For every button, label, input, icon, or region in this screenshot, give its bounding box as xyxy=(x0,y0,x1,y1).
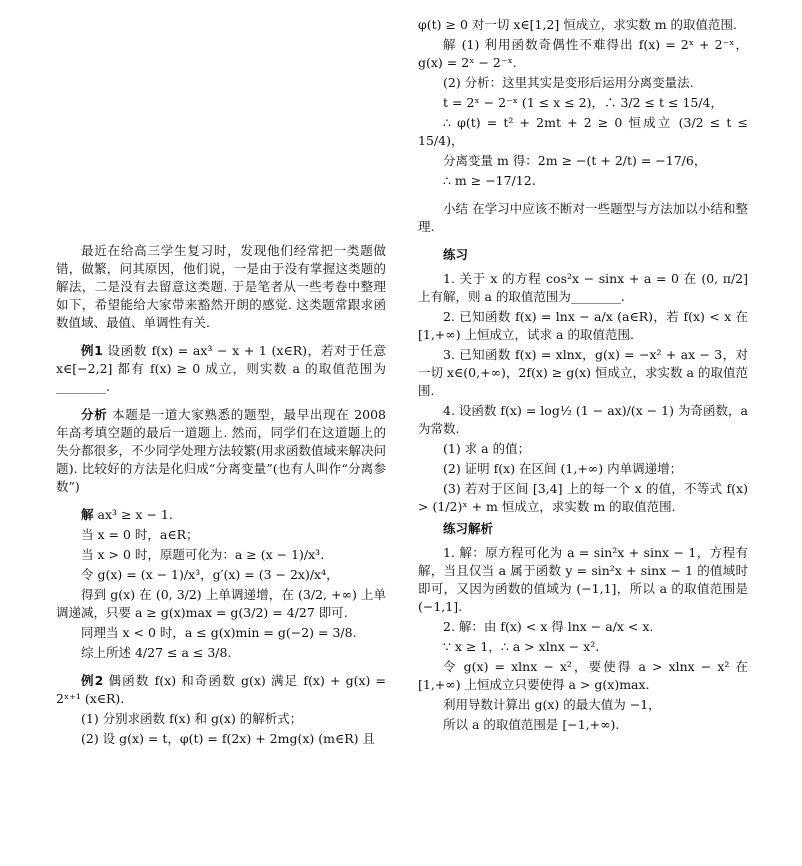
analysis-label: 分析 xyxy=(81,407,108,422)
example-2-part-1: (1) 分别求函数 f(x) 和 g(x) 的解析式； xyxy=(81,711,303,726)
example-2 xyxy=(56,672,386,708)
solution-label: 解 xyxy=(81,507,94,522)
example-2-continued: φ(t) ≥ 0 对一切 x∈[1,2] 恒成立，求实数 m 的取值范围. xyxy=(418,17,738,32)
practice-heading: 练习 xyxy=(443,247,469,262)
left-column xyxy=(56,242,386,750)
solution-step: 令 g(x) = (x − 1)/x³，g′(x) = (3 − 2x)/x⁴， xyxy=(81,567,339,582)
solution-conclusion: 综上所述 4/27 ≤ a ≤ 3/8. xyxy=(81,645,232,660)
practice-item: 1. 关于 x 的方程 cos²x − sinx + a = 0 在 (0, π/2] 上有解，则 a 的取值范围为________. xyxy=(418,271,748,304)
answer-step: t = 2ˣ − 2⁻ˣ (1 ≤ x ≤ 2)，∴ 3/2 ≤ t ≤ 15/4， xyxy=(443,95,724,110)
example-2-part-2: (2) 设 g(x) = t，φ(t) = f(2x) + 2mg(x) (m∈R) 且 xyxy=(81,731,375,746)
solution-line xyxy=(56,506,386,524)
answer-item: ∵ x ≥ 1，∴ a > xlnx − x². xyxy=(443,639,600,654)
analysis-text: 本题是一道大家熟悉的题型，最早出现在 2008 年高考填空题的最后一道题上. 然而，同学们在这道题上的失分都很多，不少同学处理方法较繁(用求函数值域来解决问题). 比较好的方法是化归成“分离变量”(也有人叫作“分离参数”) xyxy=(56,407,386,494)
solution-step: 得到 g(x) 在 (0, 3/2) 上单调递增，在 (3/2, +∞) 上单调递减，只要 a ≥ g(x)max = g(3/2) = 4/27 即可. xyxy=(56,587,386,620)
answer-item: 所以 a 的取值范围是 [−1,+∞). xyxy=(443,717,620,732)
answer-step: 分离变量 m 得：2m ≥ −(t + 2/t) = −17/6， xyxy=(443,153,707,168)
answer-item: 令 g(x) = xlnx − x²，要使得 a > xlnx − x² 在 [1,+∞) 上恒成立只要使得 a > g(x)max. xyxy=(418,659,748,692)
right-column xyxy=(418,16,748,736)
answer-item: 1. 解：原方程可化为 a = sin²x + sinx − 1，方程有解，当且仅当 a 属于函数 y = sin²x + sinx − 1 的值域时即可，又因为函数的值域为 (−1,1]，所以 a 的取值范围是 (−1,1]. xyxy=(418,545,748,614)
solution-text: ax³ ≥ x − 1. xyxy=(97,507,173,522)
practice-item: 2. 已知函数 f(x) = lnx − a/x (a∈R)，若 f(x) < x 在 [1,+∞) 上恒成立，试求 a 的取值范围. xyxy=(418,309,748,342)
answer-step: ∴ m ≥ −17/12. xyxy=(443,173,536,188)
example-1 xyxy=(56,342,386,396)
analysis xyxy=(56,406,386,496)
solution-step: 同理当 x < 0 时，a ≤ g(x)min = g(−2) = 3/8. xyxy=(81,625,357,640)
answers-heading: 练习解析 xyxy=(443,521,494,536)
answer-item: 利用导数计算出 g(x) 的最大值为 −1， xyxy=(443,697,661,712)
practice-item: 3. 已知函数 f(x) = xlnx，g(x) = −x² + ax − 3，对一切 x∈(0,+∞)，2f(x) ≥ g(x) 恒成立，求实数 a 的取值范围. xyxy=(418,347,748,398)
summary: 小结 在学习中应该不断对一些题型与方法加以小结和整理. xyxy=(418,201,748,234)
practice-subitem: (2) 证明 f(x) 在区间 (1,+∞) 内单调递增； xyxy=(443,461,683,476)
answer-part-1: 解 (1) 利用函数奇偶性不难得出 f(x) = 2ˣ + 2⁻ˣ，g(x) = 2ˣ − 2⁻ˣ. xyxy=(418,37,748,70)
intro-paragraph: 最近在给高三学生复习时，发现他们经常把一类题做错，做繁，问其原因，他们说，一是由于没有掌握这类题的解法，二是没有去留意这类题. 于是笔者从一些考卷中整理如下，希望能给大家带来豁然开朗的感觉. 这类题常跟求函数值域、最值、单调性有关. xyxy=(56,243,386,330)
example-2-label: 例2 xyxy=(81,673,104,688)
example-2-text: 偶函数 f(x) 和奇函数 g(x) 满足 f(x) + g(x) = 2ˣ⁺¹ (x∈R). xyxy=(56,673,387,706)
answer-part-2: (2) 分析：这里其实是变形后运用分离变量法. xyxy=(443,75,694,90)
answer-step: ∴ φ(t) = t² + 2mt + 2 ≥ 0 恒成立 (3/2 ≤ t ≤ 15/4)， xyxy=(418,115,748,148)
example-1-text: 设函数 f(x) = ax³ − x + 1 (x∈R)，若对于任意 x∈[−2,2] 都有 f(x) ≥ 0 成立，则实数 a 的取值范围为________. xyxy=(56,343,387,394)
answer-item: 2. 解：由 f(x) < x 得 lnx − a/x < x. xyxy=(443,619,654,634)
practice-item: 4. 设函数 f(x) = log½ (1 − ax)/(x − 1) 为奇函数，a 为常数. xyxy=(418,403,748,436)
solution-step: 当 x > 0 时，原题可化为：a ≥ (x − 1)/x³. xyxy=(81,547,325,562)
practice-subitem: (3) 若对于区间 [3,4] 上的每一个 x 的值，不等式 f(x) > (1/2)ˣ + m 恒成立，求实数 m 的取值范围. xyxy=(418,481,748,514)
example-1-label: 例1 xyxy=(81,343,103,358)
solution-step: 当 x = 0 时，a∈R； xyxy=(81,527,199,542)
practice-subitem: (1) 求 a 的值； xyxy=(443,441,531,456)
